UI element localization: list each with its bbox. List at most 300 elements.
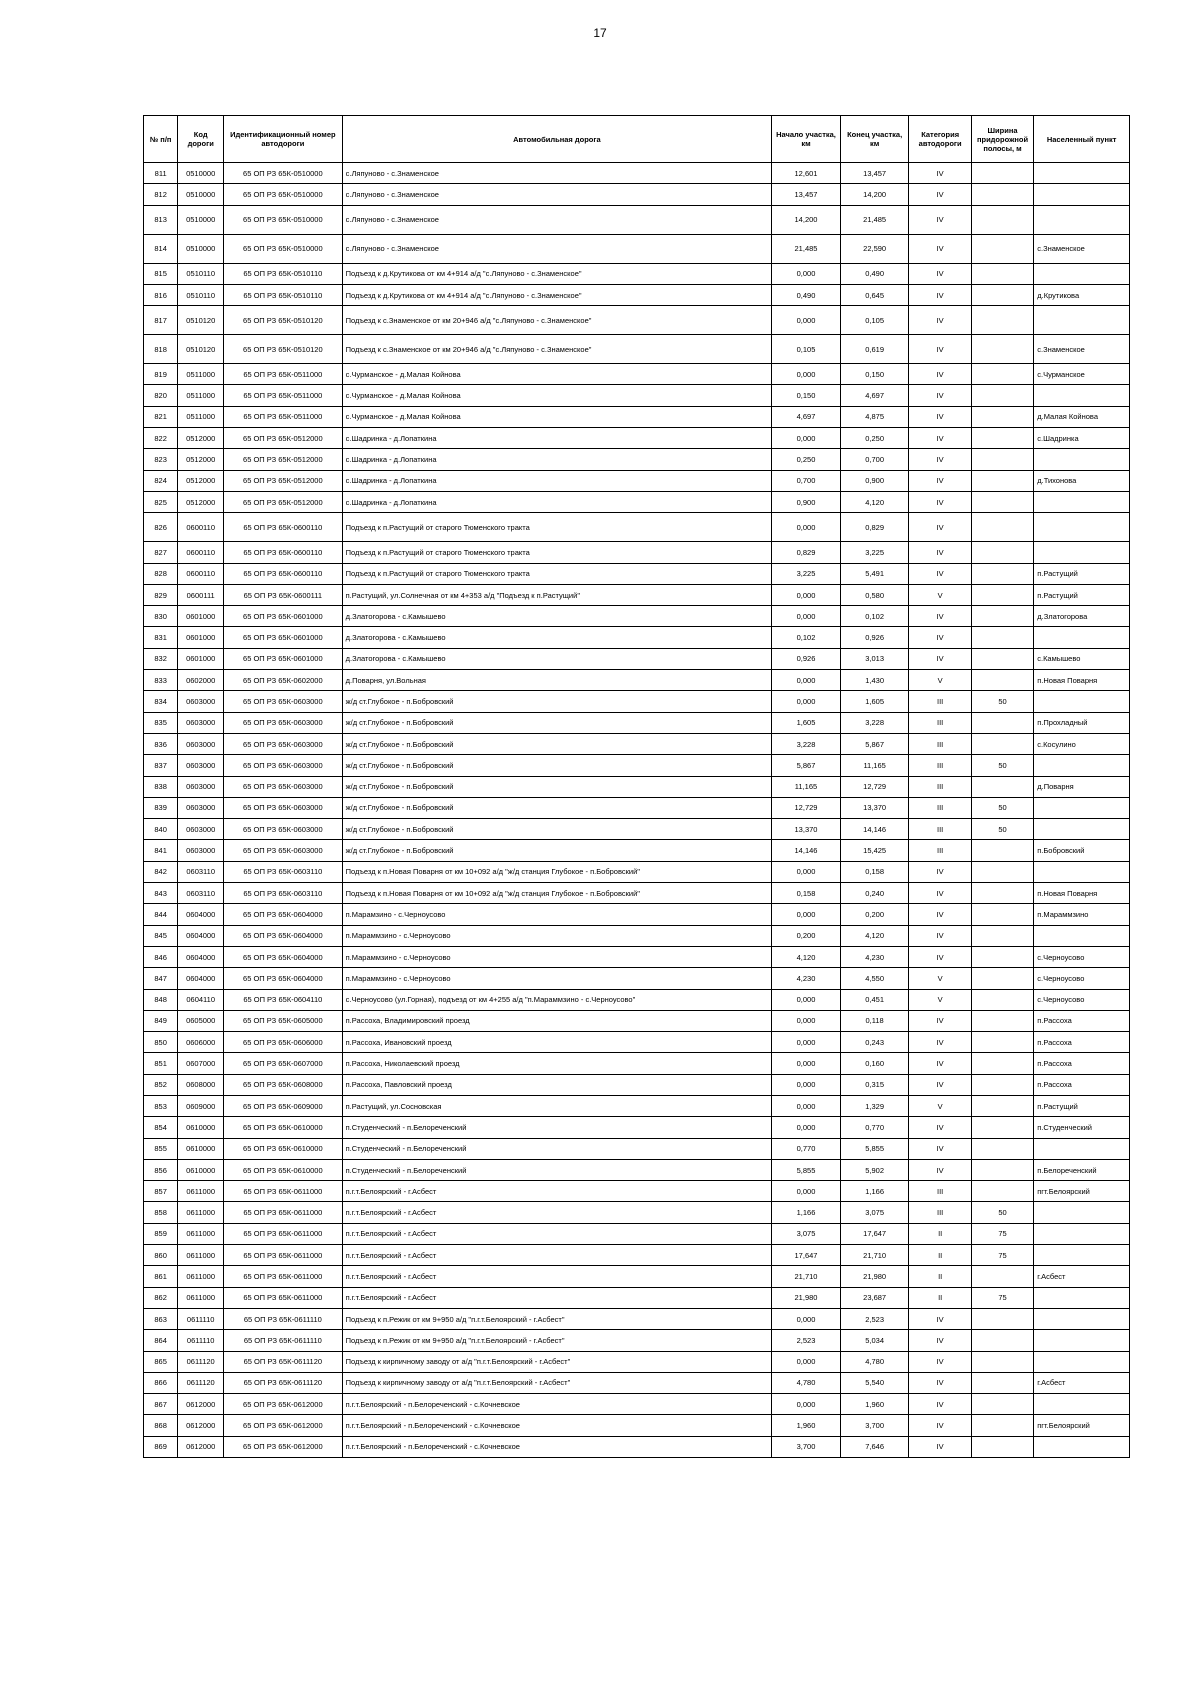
segment-end: 17,647 <box>840 1223 909 1244</box>
segment-end: 0,700 <box>840 449 909 470</box>
settlement <box>1034 1436 1130 1457</box>
row-number: 816 <box>144 284 178 305</box>
segment-end: 4,697 <box>840 385 909 406</box>
settlement <box>1034 1394 1130 1415</box>
row-number: 854 <box>144 1117 178 1138</box>
road-code: 0611120 <box>178 1372 224 1393</box>
row-number: 845 <box>144 925 178 946</box>
segment-start: 0,000 <box>772 1308 841 1329</box>
settlement: п.Растущий <box>1034 1095 1130 1116</box>
settlement: п.Растущий <box>1034 584 1130 605</box>
road-id: 65 ОП РЗ 65К-0603000 <box>224 733 343 754</box>
row-number: 820 <box>144 385 178 406</box>
roadside-width <box>971 904 1033 925</box>
row-number: 868 <box>144 1415 178 1436</box>
road-code: 0601000 <box>178 606 224 627</box>
road-category: IV <box>909 883 971 904</box>
road-code: 0604110 <box>178 989 224 1010</box>
segment-start: 12,601 <box>772 163 841 184</box>
roadside-width <box>971 883 1033 904</box>
road-name: ж/д ст.Глубокое - п.Бобровский <box>342 819 772 840</box>
segment-end: 0,243 <box>840 1032 909 1053</box>
roadside-width <box>971 1159 1033 1180</box>
road-code: 0612000 <box>178 1415 224 1436</box>
segment-start: 11,165 <box>772 776 841 797</box>
segment-start: 14,146 <box>772 840 841 861</box>
road-code: 0603000 <box>178 797 224 818</box>
segment-start: 0,105 <box>772 335 841 364</box>
segment-start: 0,000 <box>772 364 841 385</box>
segment-end: 5,902 <box>840 1159 909 1180</box>
segment-start: 0,926 <box>772 648 841 669</box>
segment-start: 0,000 <box>772 1181 841 1202</box>
table-row <box>144 1266 1130 1287</box>
table-row <box>144 1138 1130 1159</box>
segment-end: 5,540 <box>840 1372 909 1393</box>
road-category: IV <box>909 184 971 205</box>
road-code: 0604000 <box>178 904 224 925</box>
roadside-width <box>971 1053 1033 1074</box>
segment-start: 0,200 <box>772 925 841 946</box>
table-row <box>144 385 1130 406</box>
road-category: IV <box>909 1159 971 1180</box>
row-number: 848 <box>144 989 178 1010</box>
roadside-width <box>971 205 1033 234</box>
road-name: Подъезд к п.Растущий от старого Тюменского тракта <box>342 542 772 563</box>
segment-start: 0,000 <box>772 691 841 712</box>
segment-start: 0,150 <box>772 385 841 406</box>
row-number: 862 <box>144 1287 178 1308</box>
settlement: с.Черноусово <box>1034 989 1130 1010</box>
road-name: Подъезд к кирпичному заводу от а/д "п.г.т.Белоярский - г.Асбест" <box>342 1372 772 1393</box>
road-name: с.Шадринка - д.Лопаткина <box>342 491 772 512</box>
road-category: V <box>909 989 971 1010</box>
segment-end: 0,200 <box>840 904 909 925</box>
road-id: 65 ОП РЗ 65К-0604000 <box>224 904 343 925</box>
table-row <box>144 733 1130 754</box>
roadside-width: 75 <box>971 1245 1033 1266</box>
row-number: 855 <box>144 1138 178 1159</box>
row-number: 843 <box>144 883 178 904</box>
road-name: п.г.т.Белоярский - п.Белореченский - с.Кочневское <box>342 1415 772 1436</box>
settlement <box>1034 819 1130 840</box>
roadside-width <box>971 470 1033 491</box>
segment-end: 1,605 <box>840 691 909 712</box>
segment-end: 0,102 <box>840 606 909 627</box>
road-category: IV <box>909 335 971 364</box>
road-code: 0608000 <box>178 1074 224 1095</box>
road-category: IV <box>909 1032 971 1053</box>
road-category: V <box>909 968 971 989</box>
table-row <box>144 284 1130 305</box>
segment-start: 0,000 <box>772 606 841 627</box>
settlement: п.Рассоха <box>1034 1032 1130 1053</box>
settlement <box>1034 1308 1130 1329</box>
road-code: 0610000 <box>178 1159 224 1180</box>
segment-end: 4,120 <box>840 491 909 512</box>
roadside-width <box>971 946 1033 967</box>
table-row <box>144 306 1130 335</box>
road-name: п.г.т.Белоярский - г.Асбест <box>342 1202 772 1223</box>
roadside-width <box>971 925 1033 946</box>
settlement <box>1034 627 1130 648</box>
table-row <box>144 184 1130 205</box>
segment-end: 3,013 <box>840 648 909 669</box>
segment-end: 1,960 <box>840 1394 909 1415</box>
road-id: 65 ОП РЗ 65К-0611000 <box>224 1181 343 1202</box>
road-name: п.Мараммзино - с.Черноусово <box>342 925 772 946</box>
table-row <box>144 1394 1130 1415</box>
segment-start: 0,770 <box>772 1138 841 1159</box>
road-id: 65 ОП РЗ 65К-0610000 <box>224 1138 343 1159</box>
road-code: 0603000 <box>178 776 224 797</box>
segment-end: 0,105 <box>840 306 909 335</box>
road-id: 65 ОП РЗ 65К-0512000 <box>224 470 343 491</box>
table-row <box>144 1436 1130 1457</box>
settlement <box>1034 491 1130 512</box>
segment-end: 12,729 <box>840 776 909 797</box>
road-name: с.Ляпуново - с.Знаменское <box>342 163 772 184</box>
row-number: 858 <box>144 1202 178 1223</box>
row-number: 818 <box>144 335 178 364</box>
road-category: IV <box>909 364 971 385</box>
segment-end: 21,710 <box>840 1245 909 1266</box>
row-number: 844 <box>144 904 178 925</box>
row-number: 841 <box>144 840 178 861</box>
settlement <box>1034 163 1130 184</box>
road-code: 0611000 <box>178 1266 224 1287</box>
road-category: IV <box>909 1117 971 1138</box>
roadside-width <box>971 1436 1033 1457</box>
road-code: 0603000 <box>178 840 224 861</box>
roadside-width <box>971 1010 1033 1031</box>
segment-end: 0,900 <box>840 470 909 491</box>
segment-end: 0,451 <box>840 989 909 1010</box>
road-name: п.г.т.Белоярский - п.Белореченский - с.Кочневское <box>342 1394 772 1415</box>
table-row <box>144 968 1130 989</box>
segment-start: 17,647 <box>772 1245 841 1266</box>
table-row <box>144 627 1130 648</box>
row-number: 832 <box>144 648 178 669</box>
road-code: 0510000 <box>178 234 224 263</box>
settlement: п.Мараммзино <box>1034 904 1130 925</box>
road-category: IV <box>909 1053 971 1074</box>
segment-end: 5,855 <box>840 1138 909 1159</box>
road-name: с.Ляпуново - с.Знаменское <box>342 234 772 263</box>
segment-start: 0,102 <box>772 627 841 648</box>
segment-end: 5,491 <box>840 563 909 584</box>
roadside-width <box>971 1095 1033 1116</box>
table-row <box>144 406 1130 427</box>
table-row <box>144 883 1130 904</box>
settlement <box>1034 263 1130 284</box>
row-number: 836 <box>144 733 178 754</box>
road-category: IV <box>909 563 971 584</box>
road-category: IV <box>909 1308 971 1329</box>
road-category: IV <box>909 1351 971 1372</box>
row-number: 869 <box>144 1436 178 1457</box>
table-row <box>144 1202 1130 1223</box>
road-name: Подъезд к д.Крутикова от км 4+914 а/д "с.Ляпуново - с.Знаменское" <box>342 284 772 305</box>
road-code: 0601000 <box>178 627 224 648</box>
road-name: ж/д ст.Глубокое - п.Бобровский <box>342 733 772 754</box>
table-row <box>144 563 1130 584</box>
road-category: IV <box>909 385 971 406</box>
road-code: 0607000 <box>178 1053 224 1074</box>
roadside-width <box>971 306 1033 335</box>
table-row <box>144 364 1130 385</box>
row-number: 830 <box>144 606 178 627</box>
segment-end: 0,315 <box>840 1074 909 1095</box>
road-code: 0512000 <box>178 449 224 470</box>
row-number: 821 <box>144 406 178 427</box>
roadside-width: 75 <box>971 1223 1033 1244</box>
segment-start: 0,250 <box>772 449 841 470</box>
settlement: с.Шадринка <box>1034 428 1130 449</box>
road-name: с.Шадринка - д.Лопаткина <box>342 428 772 449</box>
road-name: п.г.т.Белоярский - г.Асбест <box>342 1223 772 1244</box>
segment-start: 3,700 <box>772 1436 841 1457</box>
roadside-width: 75 <box>971 1287 1033 1308</box>
row-number: 827 <box>144 542 178 563</box>
roadside-width <box>971 712 1033 733</box>
road-name: ж/д ст.Глубокое - п.Бобровский <box>342 776 772 797</box>
roadside-width: 50 <box>971 755 1033 776</box>
table-row <box>144 755 1130 776</box>
row-number: 851 <box>144 1053 178 1074</box>
settlement <box>1034 306 1130 335</box>
roadside-width <box>971 1032 1033 1053</box>
road-category: IV <box>909 627 971 648</box>
roadside-width <box>971 1181 1033 1202</box>
segment-end: 7,646 <box>840 1436 909 1457</box>
segment-end: 21,980 <box>840 1266 909 1287</box>
segment-start: 0,000 <box>772 1351 841 1372</box>
road-code: 0611000 <box>178 1181 224 1202</box>
roadside-width <box>971 1394 1033 1415</box>
road-id: 65 ОП РЗ 65К-0601000 <box>224 627 343 648</box>
road-name: п.Мараммзино - с.Черноусово <box>342 946 772 967</box>
settlement: с.Косулино <box>1034 733 1130 754</box>
road-id: 65 ОП РЗ 65К-0611110 <box>224 1308 343 1329</box>
row-number: 867 <box>144 1394 178 1415</box>
roadside-width <box>971 648 1033 669</box>
road-category: IV <box>909 1138 971 1159</box>
road-code: 0604000 <box>178 925 224 946</box>
road-name: п.Рассоха, Павловский проезд <box>342 1074 772 1095</box>
settlement <box>1034 861 1130 882</box>
segment-start: 0,900 <box>772 491 841 512</box>
row-number: 860 <box>144 1245 178 1266</box>
road-id: 65 ОП РЗ 65К-0611000 <box>224 1223 343 1244</box>
road-name: п.Студенческий - п.Белореченский <box>342 1117 772 1138</box>
road-category: IV <box>909 234 971 263</box>
road-category: III <box>909 1181 971 1202</box>
road-id: 65 ОП РЗ 65К-0603000 <box>224 840 343 861</box>
road-name: п.г.т.Белоярский - п.Белореченский - с.Кочневское <box>342 1436 772 1457</box>
row-number: 814 <box>144 234 178 263</box>
road-id: 65 ОП РЗ 65К-0603110 <box>224 883 343 904</box>
roadside-width <box>971 733 1033 754</box>
road-code: 0605000 <box>178 1010 224 1031</box>
table-row <box>144 513 1130 542</box>
segment-end: 22,590 <box>840 234 909 263</box>
road-id: 65 ОП РЗ 65К-0603000 <box>224 797 343 818</box>
row-number: 828 <box>144 563 178 584</box>
road-code: 0604000 <box>178 968 224 989</box>
segment-end: 4,780 <box>840 1351 909 1372</box>
table-row <box>144 819 1130 840</box>
table-row <box>144 1032 1130 1053</box>
road-code: 0603000 <box>178 819 224 840</box>
road-name: п.г.т.Белоярский - г.Асбест <box>342 1181 772 1202</box>
settlement: пгт.Белоярский <box>1034 1415 1130 1436</box>
segment-end: 0,158 <box>840 861 909 882</box>
road-code: 0603000 <box>178 691 224 712</box>
segment-end: 0,160 <box>840 1053 909 1074</box>
settlement: д.Крутикова <box>1034 284 1130 305</box>
road-code: 0604000 <box>178 946 224 967</box>
roadside-width <box>971 1266 1033 1287</box>
header-name: Автомобильная дорога <box>342 116 772 163</box>
road-name: д.Златогорова - с.Камышево <box>342 627 772 648</box>
road-name: п.Рассоха, Николаевский проезд <box>342 1053 772 1074</box>
segment-start: 0,000 <box>772 584 841 605</box>
roadside-width <box>971 627 1033 648</box>
table-row <box>144 904 1130 925</box>
road-id: 65 ОП РЗ 65К-0607000 <box>224 1053 343 1074</box>
segment-start: 3,225 <box>772 563 841 584</box>
road-id: 65 ОП РЗ 65К-0611000 <box>224 1245 343 1266</box>
segment-end: 0,645 <box>840 284 909 305</box>
road-category: IV <box>909 263 971 284</box>
settlement <box>1034 449 1130 470</box>
road-id: 65 ОП РЗ 65К-0604000 <box>224 925 343 946</box>
road-category: IV <box>909 428 971 449</box>
segment-end: 11,165 <box>840 755 909 776</box>
road-name: с.Чурманское - д.Малая Койнова <box>342 385 772 406</box>
road-code: 0600110 <box>178 542 224 563</box>
road-name: ж/д ст.Глубокое - п.Бобровский <box>342 797 772 818</box>
settlement: д.Поварня <box>1034 776 1130 797</box>
road-id: 65 ОП РЗ 65К-0510000 <box>224 205 343 234</box>
roadside-width <box>971 428 1033 449</box>
roadside-width <box>971 335 1033 364</box>
table-row <box>144 1372 1130 1393</box>
settlement: п.Новая Поварня <box>1034 670 1130 691</box>
road-name: п.Студенческий - п.Белореченский <box>342 1138 772 1159</box>
table-row <box>144 1415 1130 1436</box>
roadside-width <box>971 284 1033 305</box>
road-code: 0600110 <box>178 513 224 542</box>
road-code: 0611000 <box>178 1223 224 1244</box>
segment-end: 14,200 <box>840 184 909 205</box>
segment-start: 1,605 <box>772 712 841 733</box>
settlement: п.Рассоха <box>1034 1053 1130 1074</box>
row-number: 812 <box>144 184 178 205</box>
road-category: II <box>909 1266 971 1287</box>
segment-start: 0,000 <box>772 904 841 925</box>
segment-end: 4,120 <box>840 925 909 946</box>
row-number: 829 <box>144 584 178 605</box>
segment-start: 4,230 <box>772 968 841 989</box>
roads-table <box>143 115 1130 1458</box>
table-row <box>144 606 1130 627</box>
settlement <box>1034 755 1130 776</box>
settlement: д.Тихонова <box>1034 470 1130 491</box>
road-name: д.Златогорова - с.Камышево <box>342 606 772 627</box>
road-category: IV <box>909 491 971 512</box>
settlement: п.Бобровский <box>1034 840 1130 861</box>
road-code: 0609000 <box>178 1095 224 1116</box>
segment-end: 0,250 <box>840 428 909 449</box>
table-row <box>144 648 1130 669</box>
road-id: 65 ОП РЗ 65К-0611000 <box>224 1266 343 1287</box>
segment-start: 0,000 <box>772 989 841 1010</box>
table-row <box>144 1181 1130 1202</box>
segment-start: 0,158 <box>772 883 841 904</box>
roadside-width <box>971 449 1033 470</box>
segment-start: 21,485 <box>772 234 841 263</box>
road-id: 65 ОП РЗ 65К-0510120 <box>224 306 343 335</box>
table-row <box>144 840 1130 861</box>
settlement <box>1034 691 1130 712</box>
segment-end: 0,770 <box>840 1117 909 1138</box>
road-id: 65 ОП РЗ 65К-0602000 <box>224 670 343 691</box>
row-number: 840 <box>144 819 178 840</box>
road-code: 0601000 <box>178 648 224 669</box>
roadside-width <box>971 968 1033 989</box>
row-number: 863 <box>144 1308 178 1329</box>
table-row <box>144 491 1130 512</box>
segment-start: 21,980 <box>772 1287 841 1308</box>
row-number: 866 <box>144 1372 178 1393</box>
row-number: 835 <box>144 712 178 733</box>
road-category: III <box>909 840 971 861</box>
road-name: д.Златогорова - с.Камышево <box>342 648 772 669</box>
table-body <box>144 163 1130 1458</box>
segment-end: 0,619 <box>840 335 909 364</box>
road-category: II <box>909 1287 971 1308</box>
road-name: п.Студенческий - п.Белореченский <box>342 1159 772 1180</box>
road-category: III <box>909 733 971 754</box>
row-number: 853 <box>144 1095 178 1116</box>
settlement <box>1034 542 1130 563</box>
road-category: IV <box>909 1394 971 1415</box>
segment-end: 4,230 <box>840 946 909 967</box>
segment-start: 2,523 <box>772 1330 841 1351</box>
road-code: 0510000 <box>178 184 224 205</box>
road-code: 0511000 <box>178 406 224 427</box>
road-name: п.Рассоха, Владимировский проезд <box>342 1010 772 1031</box>
road-id: 65 ОП РЗ 65К-0601000 <box>224 606 343 627</box>
segment-start: 1,166 <box>772 1202 841 1223</box>
road-id: 65 ОП РЗ 65К-0510000 <box>224 163 343 184</box>
road-id: 65 ОП РЗ 65К-0603000 <box>224 776 343 797</box>
road-category: IV <box>909 1436 971 1457</box>
settlement: с.Чурманское <box>1034 364 1130 385</box>
road-id: 65 ОП РЗ 65К-0600110 <box>224 542 343 563</box>
road-name: Подъезд к с.Знаменское от км 20+946 а/д "с.Ляпуново - с.Знаменское" <box>342 335 772 364</box>
roadside-width <box>971 184 1033 205</box>
table-row <box>144 670 1130 691</box>
segment-end: 0,580 <box>840 584 909 605</box>
settlement: п.Студенческий <box>1034 1117 1130 1138</box>
settlement <box>1034 1330 1130 1351</box>
row-number: 811 <box>144 163 178 184</box>
segment-start: 0,000 <box>772 306 841 335</box>
segment-end: 14,146 <box>840 819 909 840</box>
